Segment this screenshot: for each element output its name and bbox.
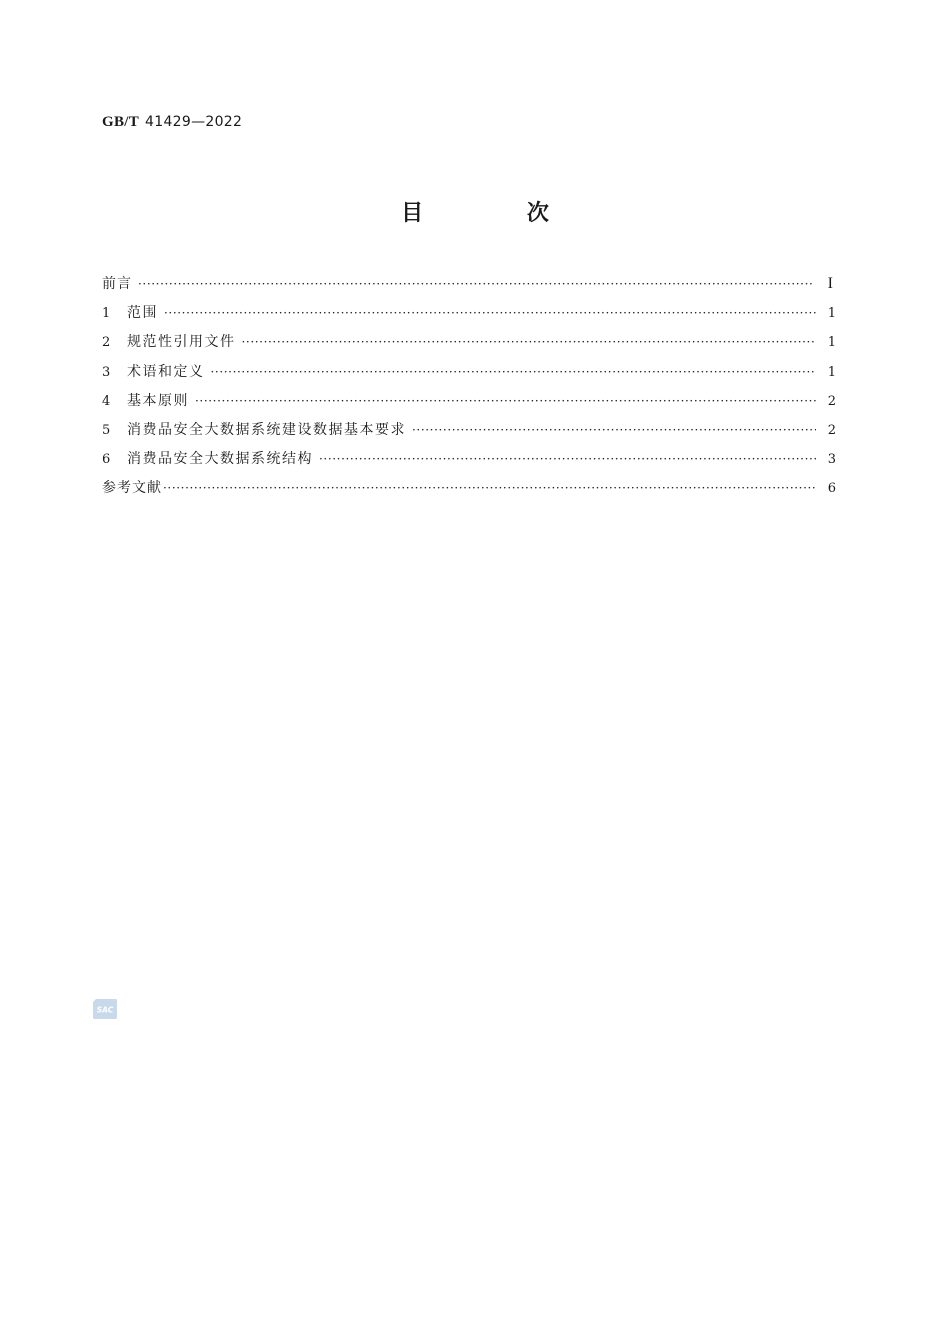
toc-entry-number: 6 — [102, 452, 111, 468]
standard-number: 41429—2022 — [145, 114, 243, 130]
toc-leader-dots — [412, 420, 816, 440]
toc-entry-page: 6 — [827, 481, 836, 497]
standard-code — [102, 114, 242, 131]
toc-entry-page: 1 — [827, 364, 836, 380]
toc-entry-number: 5 — [102, 422, 111, 438]
toc-entry-page: 1 — [827, 306, 836, 322]
toc-entry-label: 前言 — [102, 276, 132, 292]
sac-logo-icon — [92, 998, 118, 1020]
svg-text:SAC: SAC — [96, 1005, 114, 1015]
toc-leader-dots — [319, 449, 816, 469]
toc-entry-system-structure[interactable] — [102, 449, 836, 478]
toc-entry-number: 2 — [102, 335, 111, 351]
toc-leader-dots — [211, 362, 817, 382]
table-of-contents — [102, 274, 836, 508]
toc-entry-label: 消费品安全大数据系统建设数据基本要求 — [127, 421, 406, 438]
toc-entry-page: 2 — [827, 393, 836, 409]
toc-entry-label: 规范性引用文件 — [127, 334, 236, 351]
toc-entry-label: 范围 — [127, 305, 158, 322]
toc-entry-scope[interactable] — [102, 303, 836, 332]
toc-entry-label: 消费品安全大数据系统结构 — [127, 451, 313, 468]
toc-entry-terms-definitions[interactable] — [102, 362, 836, 391]
toc-leader-dots — [164, 303, 816, 323]
toc-entry-label: 基本原则 — [127, 392, 189, 409]
toc-entry-page: 2 — [827, 422, 836, 438]
toc-leader-dots — [195, 391, 816, 411]
toc-entry-foreword[interactable] — [102, 274, 836, 303]
toc-entry-page: 1 — [827, 335, 836, 351]
standard-prefix: GB/T — [102, 114, 140, 130]
toc-entry-number: 1 — [102, 306, 111, 322]
toc-entry-normative-references[interactable] — [102, 332, 836, 361]
toc-entry-bibliography[interactable] — [102, 478, 836, 507]
toc-leader-dots — [138, 274, 813, 294]
toc-entry-number: 4 — [102, 393, 111, 409]
toc-entry-number: 3 — [102, 364, 111, 380]
toc-entry-label: 术语和定义 — [127, 363, 205, 380]
toc-title: 目 次 — [401, 201, 597, 226]
toc-leader-dots — [163, 478, 816, 498]
toc-leader-dots — [242, 332, 817, 352]
toc-entry-page: 3 — [827, 452, 836, 468]
toc-entry-page: I — [827, 275, 833, 292]
toc-entry-data-requirements[interactable] — [102, 420, 836, 449]
toc-entry-label: 参考文献 — [102, 480, 162, 497]
toc-entry-basic-principles[interactable] — [102, 391, 836, 420]
